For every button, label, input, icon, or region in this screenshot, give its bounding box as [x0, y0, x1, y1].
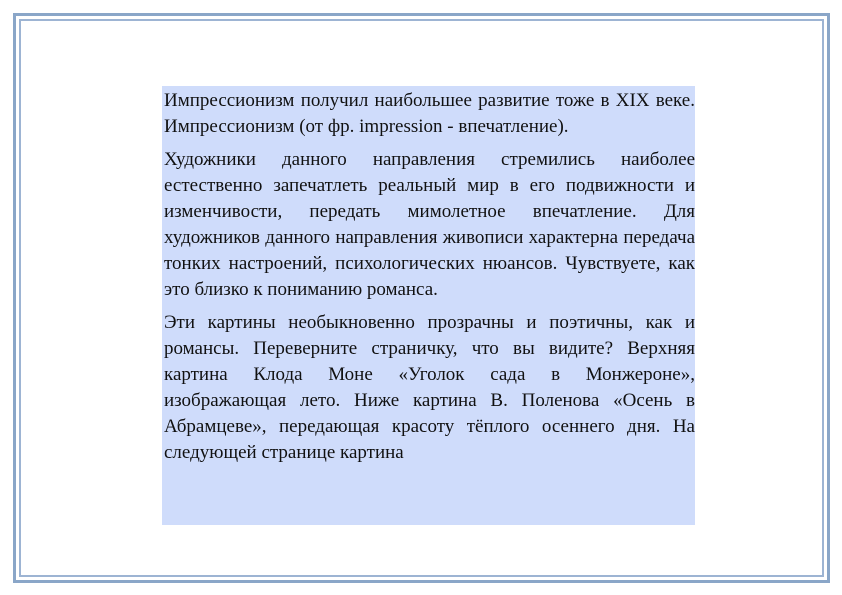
paragraph-artists-aims: Художники данного направления стремились наиболее естественно запечатлеть реальный мир в его подвижности и изменчивости, передать мимолетное впечатление. Для художников данного направления живописи характерна передача тонких настроений, психологических нюансов. Чувствуете, как это близко к пониманию романса.: [164, 149, 695, 300]
paragraph-impressionism-intro: Импрессионизм получил наибольшее развитие тоже в XIX веке. Импрессионизм (от фр. impression - впечатление).: [164, 90, 695, 137]
paragraph-paintings-description: Эти картины необыкновенно прозрачны и поэтичны, как и романсы. Переверните страничку, что вы видите? Верхняя картина Клода Моне «Уголок сада в Монжероне», изображающая лето. Ниже картина В. Поленова «Осень в Абрамцеве», передающая красоту тёплого осеннего дня. На следующей странице картина: [164, 312, 695, 463]
text-box: [162, 86, 695, 525]
